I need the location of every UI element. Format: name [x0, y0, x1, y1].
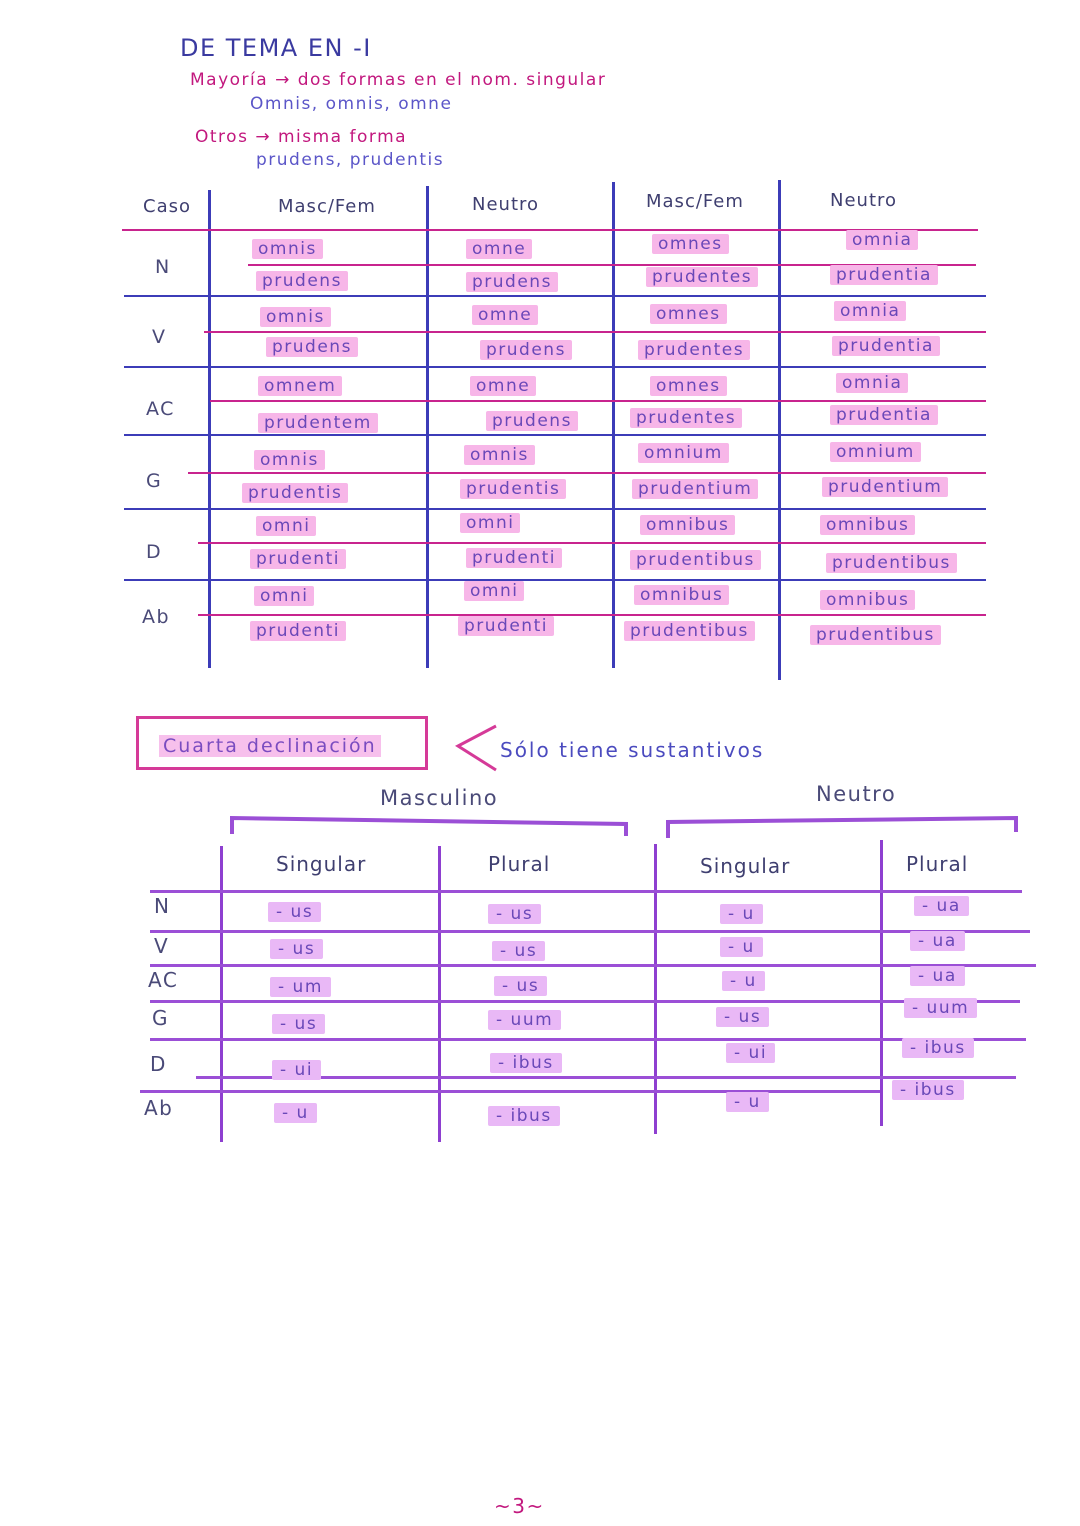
table-cell: prudenti — [250, 549, 346, 569]
table1-hline-mid — [198, 614, 986, 616]
table-cell: - ua — [910, 931, 965, 951]
table-cell: omni — [256, 516, 316, 536]
table1-hline — [124, 366, 986, 368]
table-cell: omni — [464, 581, 524, 601]
table1-hline-mid — [204, 331, 986, 333]
table-cell: prudenti — [466, 548, 562, 568]
bracket-masculino — [226, 812, 632, 838]
table-cell: omnes — [650, 376, 727, 396]
table1-vline-2 — [426, 186, 429, 668]
table-cell: prudentibus — [630, 550, 761, 570]
table-cell: prudentibus — [826, 553, 957, 573]
note-mayoria-example: Omnis, omnis, omne — [250, 94, 453, 114]
table-cell: omne — [466, 239, 532, 259]
case-label: V — [152, 326, 167, 348]
table-cell: prudens — [486, 411, 578, 431]
table1-hline-mid — [210, 400, 986, 402]
table-cell: - us — [268, 902, 321, 922]
section-note: Sólo tiene sustantivos — [500, 738, 765, 762]
table-cell: omnium — [638, 443, 729, 463]
table-cell: prudentes — [638, 340, 750, 360]
table-cell: prudentis — [242, 483, 348, 503]
table-cell: omnia — [834, 301, 906, 321]
table-cell: prudentis — [460, 479, 566, 499]
table2-hline — [150, 890, 1022, 893]
table1-hline — [124, 508, 986, 510]
bracket-neutro — [662, 812, 1024, 842]
table2-hline — [150, 1000, 1020, 1003]
case-label: G — [146, 470, 163, 492]
table-cell: omnibus — [640, 515, 735, 535]
page-number: ~3~ — [494, 1494, 545, 1518]
table-cell: prudentia — [830, 405, 938, 425]
note-otros: Otros → misma forma — [195, 127, 408, 147]
table-cell: prudenti — [458, 616, 554, 636]
table-cell: prudens — [480, 340, 572, 360]
case-label: Ab — [142, 606, 171, 628]
table-cell: - ua — [914, 896, 969, 916]
case-label: Ab — [144, 1096, 174, 1120]
header-masc-fem-sg: Masc/Fem — [278, 196, 376, 217]
header-neutro-pl: Neutro — [830, 190, 898, 211]
table-cell: omnibus — [820, 590, 915, 610]
table-cell: prudentibus — [624, 621, 755, 641]
group-label-masculino: Masculino — [380, 786, 499, 810]
table-cell: - ibus — [892, 1080, 964, 1100]
table-cell: prudentium — [822, 477, 948, 497]
table-cell: prudentia — [832, 336, 940, 356]
table-cell: - ui — [726, 1043, 775, 1063]
table-cell: omnis — [252, 239, 323, 259]
header-caso: Caso — [143, 196, 191, 217]
table-cell: omnis — [260, 307, 331, 327]
section-label-box — [136, 716, 428, 770]
table-cell: prudens — [256, 271, 348, 291]
table-cell: - ibus — [902, 1038, 974, 1058]
table-cell: prudens — [466, 272, 558, 292]
table-cell: - ibus — [490, 1053, 562, 1073]
section-label: Cuarta declinación — [159, 735, 381, 757]
table-cell: prudenti — [250, 621, 346, 641]
table-cell: omnia — [836, 373, 908, 393]
table-cell: - u — [722, 971, 765, 991]
case-label: G — [152, 1006, 169, 1030]
table-cell: - uum — [488, 1010, 561, 1030]
table2-hline — [150, 930, 1030, 933]
table1-hline — [124, 579, 986, 581]
table2-vline-4 — [880, 840, 883, 1126]
table1-hline-mid — [198, 542, 986, 544]
header-plural-masc: Plural — [488, 852, 551, 876]
note-otros-example: prudens, prudentis — [256, 150, 445, 170]
table-cell: - us — [270, 939, 323, 959]
note-mayoria: Mayoría → dos formas en el nom. singular — [190, 70, 607, 90]
table-cell: prudentes — [630, 408, 742, 428]
table-cell: omnis — [254, 450, 325, 470]
table-cell: - u — [720, 937, 763, 957]
table-cell: - u — [720, 904, 763, 924]
page-title: DE TEMA EN -I — [180, 34, 372, 62]
case-label: D — [150, 1052, 167, 1076]
table-cell: omnis — [464, 445, 535, 465]
table-cell: - u — [274, 1103, 317, 1123]
table-cell: - us — [488, 904, 541, 924]
table-cell: omnibus — [634, 585, 729, 605]
table-cell: prudens — [266, 337, 358, 357]
table-cell: omni — [460, 513, 520, 533]
header-neutro-sg: Neutro — [472, 194, 540, 215]
table2-hline — [140, 1090, 880, 1093]
table1-vline-1 — [208, 190, 211, 668]
case-label: N — [155, 256, 171, 278]
table-cell: prudentia — [830, 265, 938, 285]
table-cell: prudentibus — [810, 625, 941, 645]
header-masc-fem-pl: Masc/Fem — [646, 191, 744, 212]
table-cell: - ua — [910, 966, 965, 986]
table1-hline-mid — [188, 472, 986, 474]
table-cell: - ibus — [488, 1106, 560, 1126]
table-cell: - us — [492, 941, 545, 961]
header-plural-neut: Plural — [906, 852, 969, 876]
table-cell: omnium — [830, 442, 921, 462]
arrow-shape — [452, 724, 502, 774]
table-cell: - u — [726, 1092, 769, 1112]
table-cell: prudentem — [258, 413, 378, 433]
table-cell: - ui — [272, 1060, 321, 1080]
case-label: AC — [146, 398, 175, 420]
table-cell: omnibus — [820, 515, 915, 535]
table1-hline — [124, 295, 986, 297]
table1-vline-4 — [778, 180, 781, 680]
case-label: AC — [148, 968, 179, 992]
table-cell: - uum — [904, 998, 977, 1018]
table-cell: - us — [716, 1007, 769, 1027]
table-cell: prudentes — [646, 267, 758, 287]
case-label: N — [154, 894, 171, 918]
table2-hline — [150, 1038, 1026, 1041]
table1-hline — [124, 434, 986, 436]
table-cell: omne — [472, 305, 538, 325]
table-cell: prudentium — [632, 479, 758, 499]
table1-vline-3 — [612, 182, 615, 668]
table2-hline — [150, 964, 1036, 967]
table-cell: - us — [494, 976, 547, 996]
table-cell: omni — [254, 586, 314, 606]
table-cell: omne — [470, 376, 536, 396]
group-label-neutro: Neutro — [816, 782, 897, 806]
header-singular-neut: Singular — [700, 854, 791, 878]
table-cell: - um — [270, 977, 331, 997]
table-cell: omnem — [258, 376, 342, 396]
table-cell: omnes — [652, 234, 729, 254]
table-cell: omnes — [650, 304, 727, 324]
table-cell: omnia — [846, 230, 918, 250]
case-label: V — [154, 934, 170, 958]
table-cell: - us — [272, 1014, 325, 1034]
header-singular-masc: Singular — [276, 852, 367, 876]
case-label: D — [146, 541, 163, 563]
